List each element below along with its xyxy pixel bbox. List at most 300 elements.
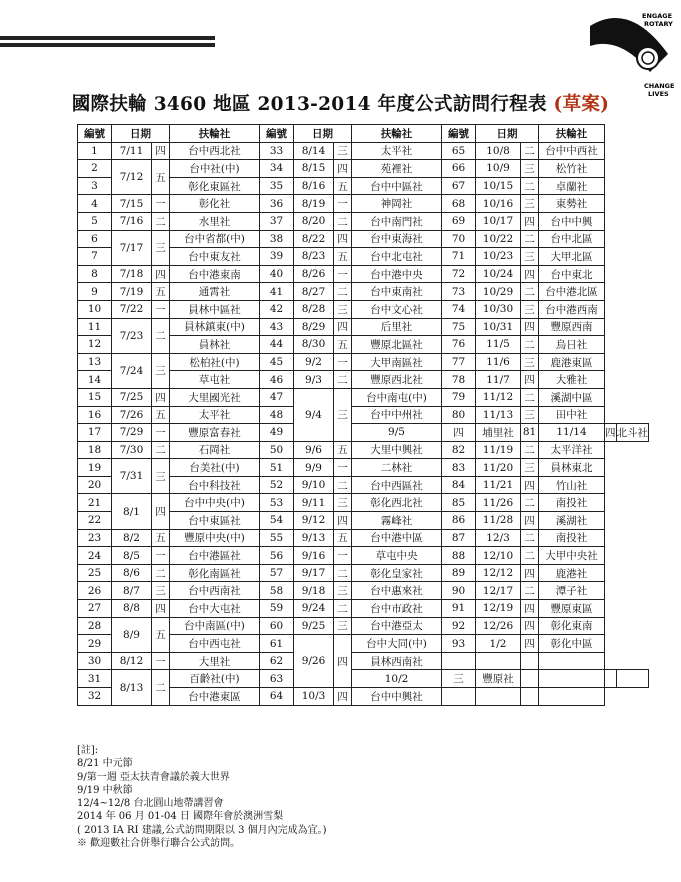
cell-no bbox=[442, 688, 476, 706]
cell-date: 10/16 bbox=[476, 195, 521, 213]
cell-date: 9/5 bbox=[352, 424, 442, 442]
cell-date: 8/19 bbox=[294, 195, 334, 213]
cell-date: 9/26 bbox=[294, 635, 334, 688]
cell-weekday: 四 bbox=[152, 494, 170, 529]
cell-club: 北斗社 bbox=[616, 424, 649, 442]
cell-date: 10/3 bbox=[294, 688, 334, 706]
cell-date: 8/30 bbox=[294, 336, 334, 354]
cell-weekday: 一 bbox=[334, 353, 352, 371]
cell-weekday: 二 bbox=[521, 388, 539, 406]
cell-no: 64 bbox=[260, 688, 294, 706]
cell-club: 大雅社 bbox=[539, 371, 605, 389]
cell-no: 22 bbox=[78, 512, 112, 530]
cell-weekday: 三 bbox=[152, 459, 170, 494]
cell-weekday: 四 bbox=[521, 512, 539, 530]
cell-club: 草屯中央 bbox=[352, 547, 442, 565]
table-row bbox=[78, 300, 649, 318]
cell-date: 7/17 bbox=[112, 230, 152, 265]
cell-club: 大甲南區社 bbox=[352, 353, 442, 371]
cell-weekday: 四 bbox=[521, 600, 539, 618]
cell-club: 豐原富春社 bbox=[170, 424, 260, 442]
cell-club: 台中西南社 bbox=[170, 582, 260, 600]
cell-no: 32 bbox=[78, 688, 112, 706]
cell-date: 11/6 bbox=[476, 353, 521, 371]
cell-date bbox=[476, 688, 521, 706]
cell-weekday: 五 bbox=[334, 529, 352, 547]
cell-weekday: 一 bbox=[334, 547, 352, 565]
cell-no: 56 bbox=[260, 547, 294, 565]
cell-club: 台中港中央 bbox=[352, 265, 442, 283]
logo-text-change: CHANGE bbox=[644, 82, 675, 90]
cell-weekday: 三 bbox=[442, 670, 476, 688]
cell-date: 9/4 bbox=[294, 388, 334, 441]
cell-weekday: 四 bbox=[605, 424, 617, 442]
cell-club: 大里國光社 bbox=[170, 388, 260, 406]
cell-no: 19 bbox=[78, 459, 112, 477]
cell-no bbox=[442, 652, 476, 670]
cell-weekday: 一 bbox=[152, 300, 170, 318]
cell-date: 8/7 bbox=[112, 582, 152, 600]
cell-club: 台中大同(中) bbox=[352, 635, 442, 653]
cell-weekday: 一 bbox=[334, 265, 352, 283]
header-club: 扶輪社 bbox=[539, 125, 605, 143]
cell-date: 11/13 bbox=[476, 406, 521, 424]
cell-weekday: 四 bbox=[521, 371, 539, 389]
cell-date: 9/10 bbox=[294, 476, 334, 494]
header-decoration-stripes bbox=[0, 0, 215, 60]
cell-club: 大里社 bbox=[170, 652, 260, 670]
cell-club: 竹山社 bbox=[539, 476, 605, 494]
cell-weekday: 二 bbox=[521, 230, 539, 248]
cell-date: 7/30 bbox=[112, 441, 152, 459]
logo-text-lives: LIVES bbox=[648, 90, 669, 98]
cell-no: 61 bbox=[260, 635, 294, 653]
cell-weekday: 三 bbox=[521, 248, 539, 266]
cell-date: 12/12 bbox=[476, 564, 521, 582]
cell-weekday: 一 bbox=[152, 195, 170, 213]
cell-weekday: 四 bbox=[334, 230, 352, 248]
cell-no: 60 bbox=[260, 617, 294, 635]
cell-date: 9/18 bbox=[294, 582, 334, 600]
cell-no: 77 bbox=[442, 353, 476, 371]
cell-date: 9/13 bbox=[294, 529, 334, 547]
cell-club: 后里社 bbox=[352, 318, 442, 336]
cell-club: 溪湖社 bbox=[539, 512, 605, 530]
cell-date: 8/13 bbox=[112, 670, 152, 705]
cell-weekday: 二 bbox=[334, 283, 352, 301]
cell-no: 76 bbox=[442, 336, 476, 354]
cell-no: 14 bbox=[78, 371, 112, 389]
cell-weekday: 三 bbox=[521, 459, 539, 477]
cell-no: 49 bbox=[260, 424, 294, 442]
cell-date: 8/27 bbox=[294, 283, 334, 301]
cell-weekday: 二 bbox=[521, 283, 539, 301]
cell-date: 12/3 bbox=[476, 529, 521, 547]
cell-club: 溪湖中區 bbox=[539, 388, 605, 406]
cell-date: 10/24 bbox=[476, 265, 521, 283]
cell-no: 71 bbox=[442, 248, 476, 266]
cell-no: 39 bbox=[260, 248, 294, 266]
cell-no: 83 bbox=[442, 459, 476, 477]
cell-no: 81 bbox=[521, 424, 539, 442]
cell-weekday: 五 bbox=[152, 529, 170, 547]
cell-weekday: 一 bbox=[334, 459, 352, 477]
cell-weekday: 二 bbox=[521, 336, 539, 354]
cell-date: 8/5 bbox=[112, 547, 152, 565]
cell-no: 38 bbox=[260, 230, 294, 248]
cell-no: 48 bbox=[260, 406, 294, 424]
cell-date: 8/29 bbox=[294, 318, 334, 336]
cell-no: 70 bbox=[442, 230, 476, 248]
cell-no: 9 bbox=[78, 283, 112, 301]
cell-weekday: 二 bbox=[334, 212, 352, 230]
cell-weekday: 五 bbox=[334, 248, 352, 266]
header-club: 扶輪社 bbox=[352, 125, 442, 143]
cell-weekday: 四 bbox=[152, 142, 170, 160]
cell-date: 12/26 bbox=[476, 617, 521, 635]
cell-club: 台中中西社 bbox=[539, 142, 605, 160]
cell-date: 8/22 bbox=[294, 230, 334, 248]
cell-date: 8/9 bbox=[112, 617, 152, 652]
cell-weekday: 二 bbox=[521, 177, 539, 195]
cell-weekday: 五 bbox=[152, 283, 170, 301]
cell-club: 台中大屯社 bbox=[170, 600, 260, 618]
table-row bbox=[78, 406, 649, 424]
cell-date: 11/20 bbox=[476, 459, 521, 477]
cell-weekday: 五 bbox=[334, 336, 352, 354]
cell-club: 台中中央(中) bbox=[170, 494, 260, 512]
cell-date: 7/26 bbox=[112, 406, 152, 424]
cell-no: 75 bbox=[442, 318, 476, 336]
cell-weekday: 五 bbox=[334, 177, 352, 195]
cell-no: 7 bbox=[78, 248, 112, 266]
note-line: ( 2013 IA RI 建議,公式訪問期限以 3 個月內完成為宜。) bbox=[77, 824, 327, 836]
cell-no: 3 bbox=[78, 177, 112, 195]
cell-club: 台中北區 bbox=[539, 230, 605, 248]
cell-no: 40 bbox=[260, 265, 294, 283]
cell-no: 37 bbox=[260, 212, 294, 230]
cell-date: 8/8 bbox=[112, 600, 152, 618]
cell-club: 彰化社 bbox=[170, 195, 260, 213]
cell-weekday: 二 bbox=[152, 441, 170, 459]
cell-no: 58 bbox=[260, 582, 294, 600]
cell-club: 彰化東區社 bbox=[170, 177, 260, 195]
table-row bbox=[78, 388, 649, 406]
cell-club: 台中南屯(中) bbox=[352, 388, 442, 406]
cell-club: 員林社 bbox=[170, 336, 260, 354]
note-line: ※ 歡迎數社合併舉行聯合公式訪問。 bbox=[77, 838, 241, 850]
table-row bbox=[78, 459, 649, 477]
cell-no: 26 bbox=[78, 582, 112, 600]
cell-weekday: 四 bbox=[521, 635, 539, 653]
cell-club: 台中東區社 bbox=[170, 512, 260, 530]
cell-club: 台中港北區 bbox=[539, 283, 605, 301]
cell-weekday: 三 bbox=[334, 388, 352, 441]
cell-no: 78 bbox=[442, 371, 476, 389]
cell-club: 台中省都(中) bbox=[170, 230, 260, 248]
cell-weekday: 四 bbox=[152, 265, 170, 283]
cell-date: 10/2 bbox=[352, 670, 442, 688]
cell-club: 東勢社 bbox=[539, 195, 605, 213]
cell-club: 南投社 bbox=[539, 494, 605, 512]
cell-date: 12/10 bbox=[476, 547, 521, 565]
cell-club: 水里社 bbox=[170, 212, 260, 230]
cell-date: 11/7 bbox=[476, 371, 521, 389]
cell-weekday: 二 bbox=[521, 441, 539, 459]
cell-no: 27 bbox=[78, 600, 112, 618]
cell-no: 29 bbox=[78, 635, 112, 653]
cell-weekday: 三 bbox=[521, 406, 539, 424]
cell-no: 66 bbox=[442, 160, 476, 178]
cell-club: 卓蘭社 bbox=[539, 177, 605, 195]
cell-no: 2 bbox=[78, 160, 112, 178]
cell-club: 台中中州社 bbox=[352, 406, 442, 424]
cell-date: 9/24 bbox=[294, 600, 334, 618]
cell-weekday: 四 bbox=[521, 617, 539, 635]
cell-no: 12 bbox=[78, 336, 112, 354]
cell-weekday: 二 bbox=[521, 547, 539, 565]
cell-date: 1/2 bbox=[476, 635, 521, 653]
cell-no: 80 bbox=[442, 406, 476, 424]
cell-club: 通霄社 bbox=[170, 283, 260, 301]
table-row bbox=[78, 318, 649, 336]
cell-club: 台中東海社 bbox=[352, 230, 442, 248]
header-date: 日期 bbox=[112, 125, 170, 143]
cell-no: 57 bbox=[260, 564, 294, 582]
table-row bbox=[78, 652, 649, 670]
cell-club bbox=[539, 652, 605, 670]
table-row bbox=[78, 160, 649, 178]
cell-no: 88 bbox=[442, 547, 476, 565]
cell-date: 7/25 bbox=[112, 388, 152, 406]
cell-club: 豐原北區社 bbox=[352, 336, 442, 354]
cell-no: 24 bbox=[78, 547, 112, 565]
cell-no bbox=[521, 670, 539, 688]
cell-date bbox=[476, 652, 521, 670]
cell-club: 台中西屯社 bbox=[170, 635, 260, 653]
cell-date: 11/28 bbox=[476, 512, 521, 530]
cell-weekday: 四 bbox=[521, 476, 539, 494]
cell-date: 8/12 bbox=[112, 652, 152, 670]
cell-date: 12/19 bbox=[476, 600, 521, 618]
cell-weekday: 二 bbox=[152, 212, 170, 230]
header-no: 編號 bbox=[78, 125, 112, 143]
cell-club: 烏日社 bbox=[539, 336, 605, 354]
cell-date: 10/9 bbox=[476, 160, 521, 178]
cell-no: 74 bbox=[442, 300, 476, 318]
cell-club: 南投社 bbox=[539, 529, 605, 547]
cell-date: 9/12 bbox=[294, 512, 334, 530]
cell-no: 55 bbox=[260, 529, 294, 547]
table-header-row bbox=[78, 125, 649, 143]
cell-club: 台中西區社 bbox=[352, 476, 442, 494]
cell-date: 8/23 bbox=[294, 248, 334, 266]
cell-weekday bbox=[521, 652, 539, 670]
cell-no: 47 bbox=[260, 388, 294, 406]
header-club: 扶輪社 bbox=[170, 125, 260, 143]
cell-date: 7/16 bbox=[112, 212, 152, 230]
cell-no: 44 bbox=[260, 336, 294, 354]
cell-date: 11/12 bbox=[476, 388, 521, 406]
cell-date: 9/6 bbox=[294, 441, 334, 459]
cell-no: 89 bbox=[442, 564, 476, 582]
page-title bbox=[0, 90, 681, 116]
cell-weekday: 四 bbox=[334, 688, 352, 706]
cell-club: 彰化南區社 bbox=[170, 564, 260, 582]
note-line: 2014 年 06 月 01-04 日 國際年會於澳洲雪梨 bbox=[77, 811, 284, 823]
cell-date: 8/1 bbox=[112, 494, 152, 529]
cell-no: 86 bbox=[442, 512, 476, 530]
title-draft-label: (草案) bbox=[553, 94, 610, 115]
table-row bbox=[78, 670, 649, 688]
cell-no: 82 bbox=[442, 441, 476, 459]
cell-club: 鹿港社 bbox=[539, 564, 605, 582]
cell-club: 台中南區(中) bbox=[170, 617, 260, 635]
cell-weekday: 二 bbox=[334, 564, 352, 582]
cell-no: 20 bbox=[78, 476, 112, 494]
cell-date: 7/11 bbox=[112, 142, 152, 160]
header-no: 編號 bbox=[260, 125, 294, 143]
cell-club: 松柏社(中) bbox=[170, 353, 260, 371]
cell-no: 87 bbox=[442, 529, 476, 547]
logo-text-rotary: ROTARY bbox=[644, 20, 673, 28]
cell-club: 台中市政社 bbox=[352, 600, 442, 618]
cell-no: 73 bbox=[442, 283, 476, 301]
cell-no: 68 bbox=[442, 195, 476, 213]
note-line: 9/19 中秋節 bbox=[77, 784, 133, 796]
cell-club: 石岡社 bbox=[170, 441, 260, 459]
cell-club bbox=[616, 670, 649, 688]
cell-weekday: 二 bbox=[521, 494, 539, 512]
cell-club: 員林中區社 bbox=[170, 300, 260, 318]
logo-text-engage: ENGAGE bbox=[642, 12, 673, 20]
cell-no: 11 bbox=[78, 318, 112, 336]
visit-schedule-table bbox=[77, 124, 649, 706]
cell-no: 85 bbox=[442, 494, 476, 512]
cell-date: 8/28 bbox=[294, 300, 334, 318]
cell-weekday: 三 bbox=[152, 353, 170, 388]
cell-date: 11/26 bbox=[476, 494, 521, 512]
cell-date: 7/23 bbox=[112, 318, 152, 353]
cell-no: 30 bbox=[78, 652, 112, 670]
cell-weekday: 二 bbox=[152, 670, 170, 705]
cell-no: 67 bbox=[442, 177, 476, 195]
cell-club: 台中北屯社 bbox=[352, 248, 442, 266]
table-row bbox=[78, 494, 649, 512]
cell-date: 10/22 bbox=[476, 230, 521, 248]
cell-club: 台中東友社 bbox=[170, 248, 260, 266]
cell-date: 8/20 bbox=[294, 212, 334, 230]
cell-date: 11/21 bbox=[476, 476, 521, 494]
table-row bbox=[78, 564, 649, 582]
cell-club: 百齡社(中) bbox=[170, 670, 260, 688]
cell-date: 7/19 bbox=[112, 283, 152, 301]
cell-weekday: 二 bbox=[521, 529, 539, 547]
cell-no: 33 bbox=[260, 142, 294, 160]
table-row bbox=[78, 547, 649, 565]
cell-weekday: 四 bbox=[521, 564, 539, 582]
cell-weekday: 一 bbox=[152, 547, 170, 565]
cell-weekday: 三 bbox=[334, 582, 352, 600]
cell-weekday: 二 bbox=[334, 600, 352, 618]
cell-date: 8/14 bbox=[294, 142, 334, 160]
cell-no: 90 bbox=[442, 582, 476, 600]
cell-club: 員林西南社 bbox=[352, 652, 442, 670]
cell-weekday: 四 bbox=[442, 424, 476, 442]
cell-date: 7/29 bbox=[112, 424, 152, 442]
cell-no: 51 bbox=[260, 459, 294, 477]
cell-weekday: 四 bbox=[334, 318, 352, 336]
cell-no: 46 bbox=[260, 371, 294, 389]
cell-no: 8 bbox=[78, 265, 112, 283]
cell-date: 7/15 bbox=[112, 195, 152, 213]
cell-date: 9/11 bbox=[294, 494, 334, 512]
cell-date: 7/12 bbox=[112, 160, 152, 195]
cell-club: 台中中區社 bbox=[352, 177, 442, 195]
cell-weekday: 二 bbox=[152, 564, 170, 582]
cell-date bbox=[539, 670, 605, 688]
cell-weekday: 二 bbox=[334, 371, 352, 389]
cell-club: 草屯社 bbox=[170, 371, 260, 389]
cell-weekday: 三 bbox=[152, 582, 170, 600]
cell-no: 84 bbox=[442, 476, 476, 494]
cell-weekday: 三 bbox=[521, 195, 539, 213]
cell-weekday: 四 bbox=[334, 512, 352, 530]
cell-no: 72 bbox=[442, 265, 476, 283]
cell-date: 7/18 bbox=[112, 265, 152, 283]
cell-weekday: 三 bbox=[334, 142, 352, 160]
cell-no: 52 bbox=[260, 476, 294, 494]
cell-no: 1 bbox=[78, 142, 112, 160]
cell-no: 59 bbox=[260, 600, 294, 618]
cell-date: 8/26 bbox=[294, 265, 334, 283]
cell-date: 10/29 bbox=[476, 283, 521, 301]
cell-date: 10/23 bbox=[476, 248, 521, 266]
cell-weekday: 二 bbox=[521, 582, 539, 600]
cell-weekday bbox=[605, 670, 617, 688]
header-date: 日期 bbox=[476, 125, 539, 143]
cell-no: 17 bbox=[78, 424, 112, 442]
cell-club: 潭子社 bbox=[539, 582, 605, 600]
cell-club: 大甲中央社 bbox=[539, 547, 605, 565]
cell-club: 埔里社 bbox=[476, 424, 521, 442]
cell-club: 台中文心社 bbox=[352, 300, 442, 318]
cell-club: 大里中興社 bbox=[352, 441, 442, 459]
cell-no: 43 bbox=[260, 318, 294, 336]
cell-club: 彰化中區 bbox=[539, 635, 605, 653]
table-row bbox=[78, 230, 649, 248]
cell-weekday: 四 bbox=[521, 265, 539, 283]
cell-no: 36 bbox=[260, 195, 294, 213]
cell-club: 太平洋社 bbox=[539, 441, 605, 459]
table-row bbox=[78, 212, 649, 230]
cell-club: 台中西北社 bbox=[170, 142, 260, 160]
cell-weekday: 四 bbox=[334, 635, 352, 688]
cell-date: 7/24 bbox=[112, 353, 152, 388]
cell-club: 霧峰社 bbox=[352, 512, 442, 530]
cell-weekday: 四 bbox=[152, 388, 170, 406]
cell-no: 25 bbox=[78, 564, 112, 582]
cell-club: 彰化皇家社 bbox=[352, 564, 442, 582]
cell-club: 台中港中區 bbox=[352, 529, 442, 547]
cell-no: 54 bbox=[260, 512, 294, 530]
cell-club: 松竹社 bbox=[539, 160, 605, 178]
cell-weekday: 五 bbox=[334, 441, 352, 459]
cell-club: 神岡社 bbox=[352, 195, 442, 213]
cell-weekday: 四 bbox=[334, 160, 352, 178]
note-line: 9/第一週 亞太扶青會議於義大世界 bbox=[77, 771, 230, 783]
cell-no: 69 bbox=[442, 212, 476, 230]
